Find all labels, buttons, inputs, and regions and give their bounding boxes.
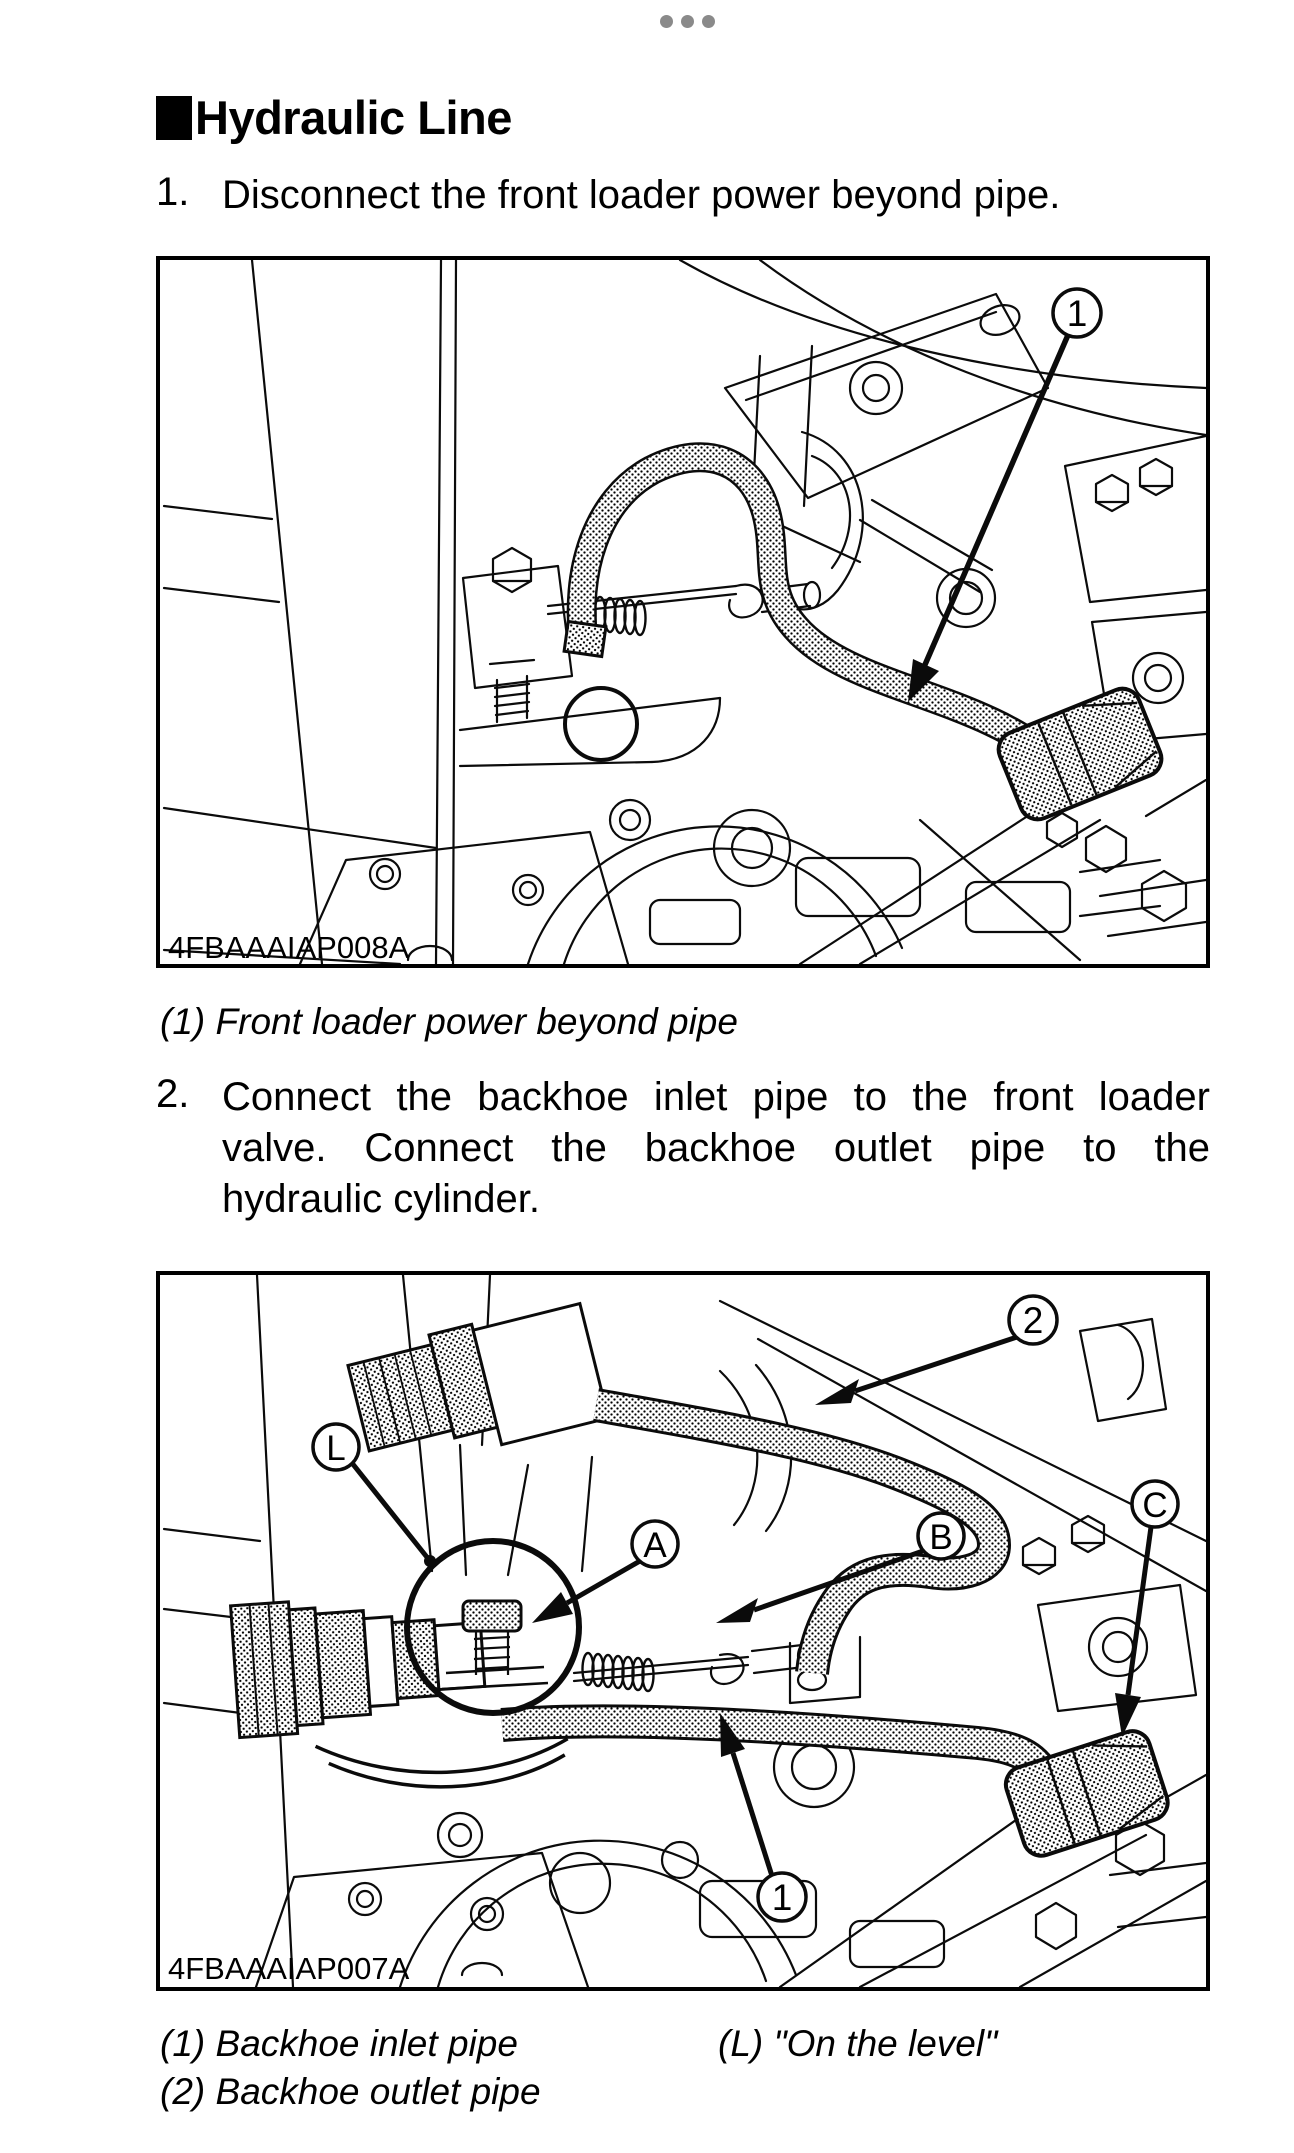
backhoe-inlet-pipe <box>502 1721 1172 1860</box>
caption-ref: (2) <box>160 2071 206 2112</box>
front-loader-power-beyond-pipe <box>564 457 1167 825</box>
caption-ref: (L) <box>718 2023 764 2064</box>
step-2-line-1: Connect the backhoe inlet pipe to the front loader <box>222 1075 1210 1119</box>
page-menu-dots-icon[interactable] <box>660 15 715 28</box>
callout-1-label: 1 <box>1066 293 1088 334</box>
machinery-background <box>164 260 1206 964</box>
figure-1-caption <box>160 998 738 1046</box>
figure-hydraulic-line-1 <box>156 256 1210 968</box>
technical-illustration-power-beyond-pipe <box>160 260 1206 964</box>
step-2 <box>156 1072 1210 1225</box>
dot-icon <box>660 15 673 28</box>
pipe-fitting-top <box>346 1298 609 1476</box>
technical-illustration-backhoe-pipes <box>160 1275 1206 1987</box>
caption-text: Backhoe outlet pipe <box>215 2071 541 2112</box>
step-1 <box>156 170 1210 221</box>
callout-L-label: L <box>326 1429 346 1468</box>
caption-ref: (1) <box>160 1001 206 1042</box>
figure-1-code: 4FBAAAIAP008A <box>168 930 410 964</box>
callout-A <box>532 1521 678 1623</box>
step-2-line-3: hydraulic cylinder. <box>222 1177 540 1221</box>
figure-2-caption-L <box>718 2020 997 2068</box>
step-1-number: 1. <box>156 170 190 214</box>
section-title: Hydraulic Line <box>195 91 512 144</box>
caption-text: "On the level" <box>773 2023 998 2064</box>
callout-1 <box>908 289 1101 702</box>
caption-text: Backhoe inlet pipe <box>215 2023 518 2064</box>
callout-B-label: B <box>929 1518 953 1557</box>
caption-text: Front loader power beyond pipe <box>215 1001 738 1042</box>
figure-hydraulic-line-2 <box>156 1271 1210 1991</box>
section-heading <box>156 91 512 144</box>
callout-1-label: 1 <box>771 1877 793 1918</box>
callout-2 <box>815 1296 1057 1405</box>
step-1-text: Disconnect the front loader power beyond pipe. <box>222 173 1061 217</box>
figure-2-caption-2 <box>160 2068 541 2116</box>
callout-C-label: C <box>1142 1486 1168 1525</box>
step-2-number: 2. <box>156 1072 190 1116</box>
step-2-line-2: valve. Connect the backhoe outlet pipe to the <box>222 1126 1210 1170</box>
figure-2-code: 4FBAAAIAP007A <box>168 1951 410 1986</box>
callout-A-label: A <box>643 1526 667 1565</box>
figure-2-caption-1 <box>160 2020 518 2068</box>
caption-ref: (1) <box>160 2023 206 2064</box>
callout-2-label: 2 <box>1022 1300 1044 1341</box>
dot-icon <box>681 15 694 28</box>
dot-icon <box>702 15 715 28</box>
section-marker-square-icon <box>156 96 192 140</box>
